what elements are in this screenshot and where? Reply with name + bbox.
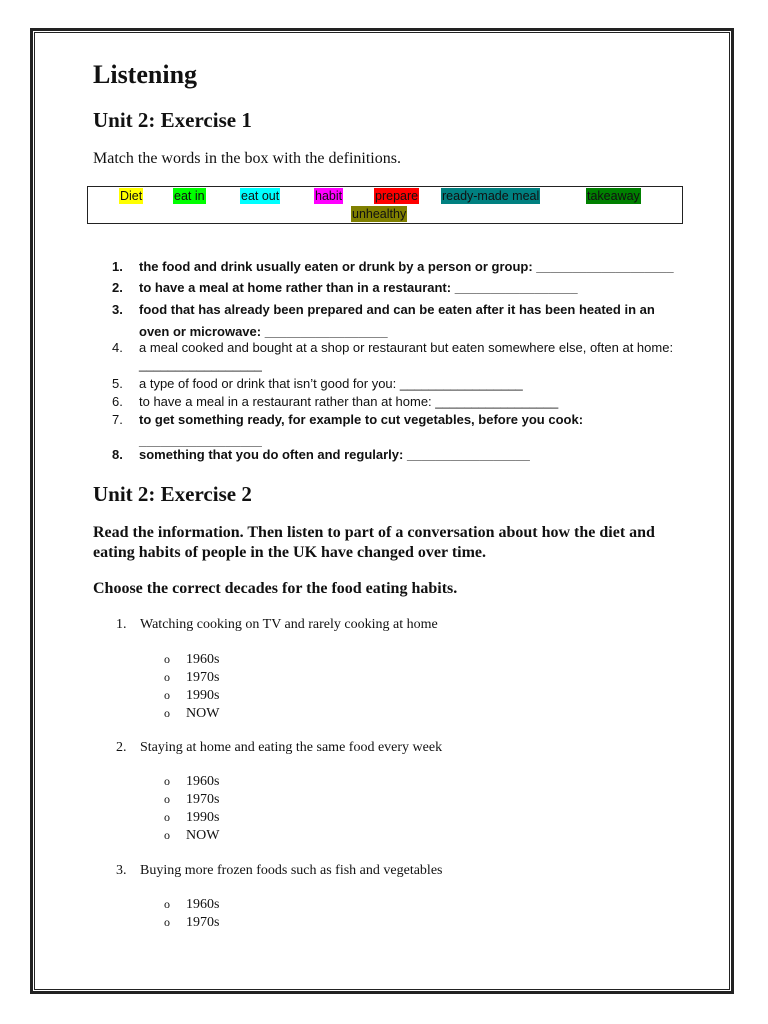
option[interactable] [164,704,219,723]
option-label: 1970s [186,915,220,930]
question-text: Buying more frozen foods such as fish and vegetables [140,863,443,878]
word-habit: habit [315,189,343,203]
circle-bullet-icon: o [164,706,170,720]
definition-text: the food and drink usually eaten or drunk by a person or group: ___________________ [139,259,674,274]
word-ready-made-meal: ready-made meal [442,189,540,203]
exercise2-heading: Unit 2: Exercise 2 [93,482,252,506]
circle-bullet-icon: o [164,897,170,911]
circle-bullet-icon: o [164,652,170,666]
option[interactable] [164,686,219,705]
definition-text: something that you do often and regularly: _________________ [139,447,530,462]
option[interactable] [164,826,219,845]
question-number: 1. [116,617,127,632]
option[interactable] [164,650,219,669]
circle-bullet-icon: o [164,774,170,788]
question-number: 2. [116,740,127,755]
option-label: 1990s [186,810,220,825]
option-label: 1960s [186,897,220,912]
exercise2-instruction: Read the information. Then listen to part of a conversation about how the diet and eating habits of people in the UK have changed over time. [93,524,655,561]
word-box [87,186,683,224]
circle-bullet-icon: o [164,810,170,824]
exercise1-instruction: Match the words in the box with the definitions. [93,150,401,167]
definition-number: 7. [112,412,123,427]
word-eat-out: eat out [241,189,280,203]
page-title: Listening [93,60,198,89]
option-label: NOW [186,828,220,843]
definition-number: 1. [112,259,123,274]
circle-bullet-icon: o [164,670,170,684]
definition-text: to have a meal at home rather than in a restaurant: _________________ [139,280,578,295]
definition-number: 4. [112,340,123,355]
exercise1-heading: Unit 2: Exercise 1 [93,108,252,132]
definition-text: to have a meal in a restaurant rather than at home: _________________ [139,394,559,409]
word-diet: Diet [120,189,143,203]
definition-number: 2. [112,280,123,295]
option[interactable] [164,895,219,914]
definition-number: 3. [112,302,123,317]
option[interactable] [164,668,219,687]
option-label: 1990s [186,688,220,703]
question-text: Staying at home and eating the same food every week [140,740,443,755]
definition-number: 8. [112,447,123,462]
definition-text: a type of food or drink that isn’t good for you: _________________ [139,376,523,391]
question-2 [116,739,442,756]
page-border-inner [34,32,730,990]
option[interactable] [164,772,219,791]
word-unhealthy: unhealthy [352,207,407,221]
circle-bullet-icon: o [164,828,170,842]
question-number: 3. [116,863,127,878]
definition-text: food that has already been prepared and can be eaten after it has been heated in an oven or microwave: _________________ [139,302,655,339]
circle-bullet-icon: o [164,792,170,806]
definition-text: to get something ready, for example to cut vegetables, before you cook: _________________ [139,412,584,448]
option-label: 1960s [186,774,220,789]
word-takeaway: takeaway [587,189,640,203]
question-1 [116,616,438,633]
circle-bullet-icon: o [164,688,170,702]
definition-number: 5. [112,376,123,391]
exercise2-instruction-2: Choose the correct decades for the food eating habits. [93,580,458,597]
question-3 [116,862,442,879]
option-label: NOW [186,706,220,721]
option-label: 1970s [186,670,220,685]
definition-number: 6. [112,394,123,409]
option[interactable] [164,790,219,809]
definition-text: a meal cooked and bought at a shop or restaurant but eaten somewhere else, often at home: _________________ [139,340,674,372]
word-prepare: prepare [375,189,419,203]
option-label: 1960s [186,652,220,667]
circle-bullet-icon: o [164,915,170,929]
option[interactable] [164,808,219,827]
option-label: 1970s [186,792,220,807]
option[interactable] [164,913,219,932]
question-text: Watching cooking on TV and rarely cooking at home [140,617,438,632]
word-eat-in: eat in [174,189,205,203]
